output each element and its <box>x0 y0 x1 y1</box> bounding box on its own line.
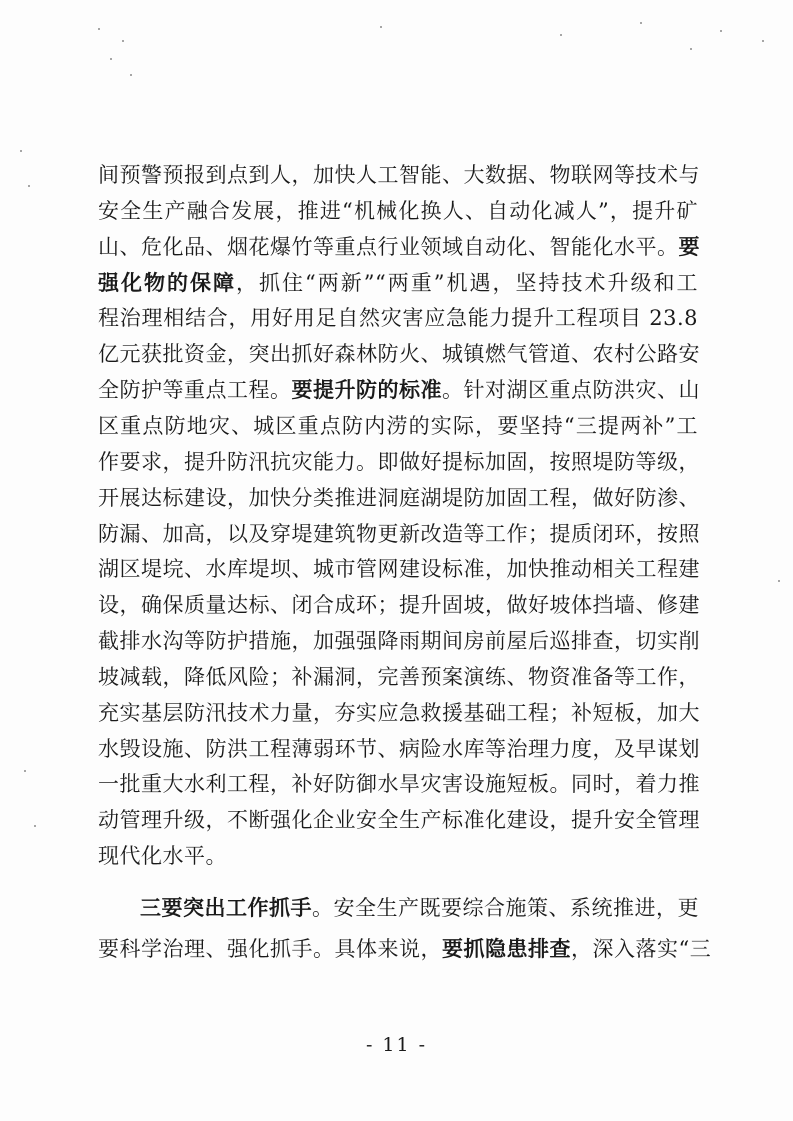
scan-speckle <box>762 40 764 42</box>
text-line <box>98 447 698 477</box>
text-run: 。针对湖区重点防洪灾、山 <box>442 378 700 402</box>
text-line <box>98 160 698 190</box>
text-run: 设，确保质量达标、闭合成环；提升固坡，做好坡体挡墙、修建 <box>98 593 700 617</box>
text-line <box>98 934 712 964</box>
scan-speckle <box>640 22 642 24</box>
text-run: 山、危化品、烟花爆竹等重点行业领域自动化、智能化水平。 <box>98 235 679 259</box>
text-line <box>98 483 698 513</box>
text-run: 充实基层防汛技术力量，夯实应急救援基础工程；补短板，加大 <box>98 701 700 725</box>
text-line <box>140 893 698 923</box>
text-run: ，深入落实“三 <box>571 937 712 961</box>
scan-speckle <box>778 580 780 582</box>
text-line <box>98 339 698 369</box>
text-run: 间预警预报到点到人，加快人工智能、大数据、物联网等技术与 <box>98 163 700 187</box>
text-line <box>98 554 698 584</box>
text-run: 全防护等重点工程。 <box>98 378 292 402</box>
text-run: 截排水沟等防护措施，加强强降雨期间房前屋后巡排查，切实削 <box>98 629 700 653</box>
text-line <box>98 519 698 549</box>
text-run: 。安全生产既要综合施策、系统推进，更 <box>312 896 699 920</box>
text-run: 亿元获批资金，突出抓好森林防火、城镇燃气管道、农村公路安 <box>98 342 700 366</box>
text-line <box>98 769 698 799</box>
scan-speckle <box>560 34 562 36</box>
scan-speckle <box>20 150 22 152</box>
scan-speckle <box>98 28 100 30</box>
text-run: 湖区堤垸、水库堤坝、城市管网建设标准，加快推动相关工程建 <box>98 557 700 581</box>
scan-speckle <box>380 26 382 28</box>
text-line <box>98 698 698 728</box>
text-line <box>98 590 698 620</box>
bold-phrase: 要 <box>678 234 700 259</box>
text-run: 程治理相结合，用好用足自然灾害应急能力提升工程项目 23.8 <box>98 306 698 330</box>
text-line <box>98 734 698 764</box>
page-number: - 11 - <box>365 1034 428 1056</box>
text-line <box>98 196 698 226</box>
text-line <box>98 232 698 262</box>
text-line <box>98 303 698 333</box>
text-line <box>98 411 698 441</box>
bold-phrase: 要抓隐患排查 <box>442 936 571 961</box>
scan-speckle <box>690 48 692 50</box>
scan-speckle <box>110 58 112 60</box>
text-line <box>98 375 698 405</box>
text-line <box>98 805 698 835</box>
text-line <box>98 626 698 656</box>
text-run: 坡减载，降低风险；补漏洞，完善预案演练、物资准备等工作， <box>98 665 700 689</box>
scan-speckle <box>720 30 722 32</box>
scan-speckle <box>122 40 124 42</box>
scan-speckle <box>130 74 132 76</box>
text-run: 现代化水平。 <box>98 844 227 868</box>
text-run: 一批重大水利工程，补好防御水旱灾害设施短板。同时，着力推 <box>98 772 700 796</box>
text-run: 水毁设施、防洪工程薄弱环节、病险水库等治理力度，及早谋划 <box>98 737 700 761</box>
scan-speckle <box>24 770 26 772</box>
text-run: 区重点防地灾、城区重点防内涝的实际，要坚持“三提两补”工 <box>98 414 698 438</box>
text-run: 安全生产融合发展，推进“机械化换人、自动化减人”，提升矿 <box>98 199 698 223</box>
text-run: 防漏、加高，以及穿堤建筑物更新改造等工作；提质闭环，按照 <box>98 522 700 546</box>
text-run: ，抓住“两新”“两重”机遇，坚持技术升级和工 <box>236 271 698 295</box>
text-run: 开展达标建设，加快分类推进洞庭湖堤防加固工程，做好防渗、 <box>98 486 700 510</box>
bold-phrase: 强化物的保障 <box>98 270 237 295</box>
text-run: 要科学治理、强化抓手。具体来说， <box>98 937 442 961</box>
text-line <box>98 662 698 692</box>
text-line <box>98 841 227 871</box>
text-run: 动管理升级，不断强化企业安全生产标准化建设，提升安全管理 <box>98 808 700 832</box>
bold-phrase: 三要突出工作抓手 <box>140 895 312 920</box>
text-line <box>98 268 698 298</box>
scan-speckle <box>28 185 30 187</box>
text-run: 作要求，提升防汛抗灾能力。即做好提标加固，按照堤防等级， <box>98 450 700 474</box>
bold-phrase: 要提升防的标准 <box>291 377 442 402</box>
scan-speckle <box>34 825 36 827</box>
